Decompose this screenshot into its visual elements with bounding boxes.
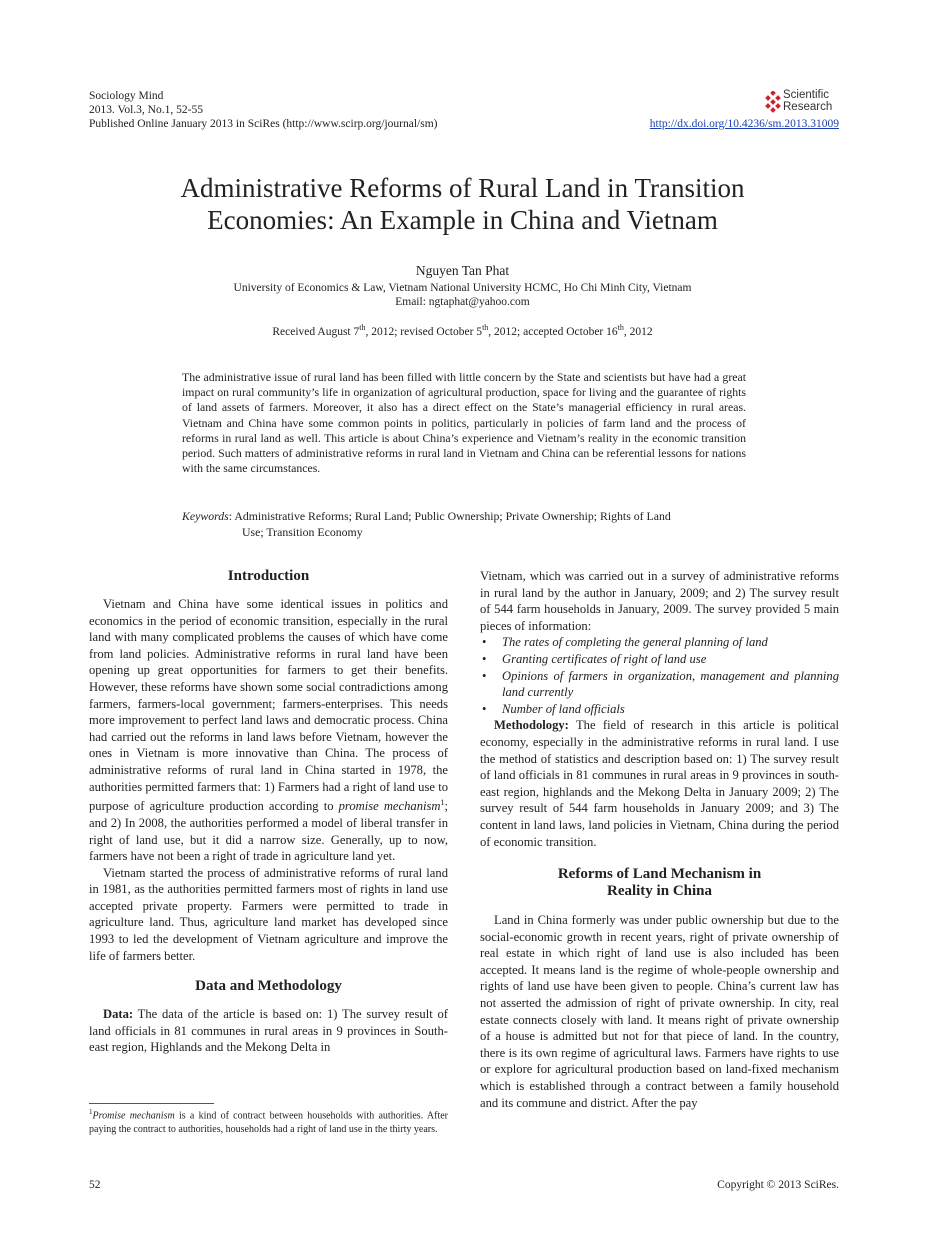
data-paragraph [89, 1006, 448, 1056]
received-date: Received August 7 [272, 325, 360, 338]
doi-container [650, 117, 839, 131]
title-line-2: Economies: An Example in China and Vietnam [207, 205, 718, 235]
section-heading-data-methodology: Data and Methodology [195, 978, 342, 995]
journal-name: Sociology Mind [89, 90, 164, 102]
right-column [480, 568, 839, 1111]
list-item: • Number of land officials [480, 701, 839, 718]
intro-paragraph-1 [89, 596, 448, 865]
footnote-text: is a kind of contract between households with authorities. After paying the contract to authorities, households had a right of land use in the thirty years. [89, 1110, 448, 1135]
methodology-paragraph [480, 717, 839, 850]
revised-sup: th [482, 323, 489, 332]
accepted-sup: th [617, 323, 624, 332]
received-sup: th [359, 323, 366, 332]
keywords [182, 509, 746, 540]
scientific-research-logo [764, 89, 844, 115]
dates-tail: , 2012 [623, 325, 653, 338]
left-column [89, 568, 448, 1056]
logo-text-line1: Scientific [783, 89, 830, 101]
paper-title [0, 172, 925, 236]
footnote-emphasis: Promise mechanism [92, 1110, 175, 1122]
intro-emphasis: promise mechanism [338, 799, 441, 814]
logo-text-line2: Research [783, 101, 833, 113]
keywords-line-1: : Administrative Reforms; Rural Land; Public Ownership; Private Ownership; Rights of Land [228, 509, 671, 523]
publication-info: Published Online January 2013 in SciRes (http://www.scirp.org/journal/sm) [89, 118, 438, 130]
intro-paragraph-2: Vietnam started the process of administrative reforms of rural land in 1981, as the authorities permitted farmers most of rights in land use accepted private property. Farmers were permitted to trade in agriculture land. Thus, agriculture land market has developed since 1993 to led the development of Vietnam agriculture and improve the life of farmers better. [89, 865, 448, 963]
reforms-heading-line-2: Reality in China [606, 883, 712, 900]
survey-continuation: Vietnam, which was carried out in a survey of administrative reforms in rural land by the author in January, 2009; and 2) The survey result of 544 farm households in January, 2009. The survey provided 5 main pieces of information: [480, 569, 839, 633]
abstract: The administrative issue of rural land has been filled with little concern by the State and scientists but have had a great impact on rural community’s life in organization of agricultural production, space for living and the guarantee of rights of land assets of farmers. Moreover, it also has a direct effect on the State’s managerial efficiency in rural areas. Vietnam and China have some common points in politics, particularly in policies of farm land and the process of reforms in rural land as well. This article is about China’s experience and Vietnam’s reality in the economic transition period. Such matters of administrative reforms in rural land in Vietnam and China can be referential lessons for nations with the same circumstances. [182, 370, 746, 476]
reforms-heading-line-1: Reforms of Land Mechanism in [557, 866, 762, 883]
list-item: • Granting certificates of right of land use [480, 651, 839, 668]
accepted-date: , 2012; accepted October 16 [488, 325, 618, 338]
keywords-label: Keywords [182, 509, 229, 523]
journal-header [89, 89, 437, 131]
footnote-ref[interactable]: 1 [440, 798, 445, 808]
logo-icon [764, 91, 782, 113]
revised-date: , 2012; revised October 5 [365, 325, 483, 338]
submission-dates [0, 323, 925, 338]
survey-bullet-list [480, 634, 839, 717]
intro-text-a: Vietnam and China have some identical issues in politics and economics in the period of economic transition, especially in the rural land with many complicated problems the causes of which have come from land policies. Administrative reforms in rural land have been opening up great opportunities for farmers to get their benefits. However, these reforms have shown some social contradictions among farmers, farmers-local government; farmers-enterprises. This needs more improvement to perfect land laws and democratic process. China had carried out the reforms in land laws before Vietnam, however the ones in Vietnam is more innovative than China. The process of administrative reforms of rural land in China started in 1978, the authorities permitted farmers that: 1) Farmers had a right of land use to purpose of agriculture production according to [89, 597, 448, 814]
journal-volume: 2013. Vol.3, No.1, 52-55 [89, 104, 203, 116]
intro-text-b: ; and 2) In 2008, the authorities performed a model of liberal transfer in right of land use, but it did a narrow size. Generally, up to now, farmers have not been a right of trade in agriculture land yet. [89, 799, 448, 864]
title-line-1: Administrative Reforms of Rural Land in Transition [180, 173, 745, 203]
reforms-paragraph: Land in China formerly was under public ownership but due to the social-economic growth in recent years, right of private ownership of real estate in which right of land use is also included has been accepted. It means land is the regime of whole-people ownership and rights of land use have been given to people. China’s current law has not asserted the admission of right of private ownership. In city, real estate connects closely with land. It means right of private ownership of a house is admitted but not for that piece of land. In the country, there is its own regime of agricultural laws. Farmers have rights to use or explore for agricultural production based on land-fixed mechanism which is established through a contract between a family household and its commune and district. After the pay [480, 913, 839, 1110]
footnote-number: 1 [89, 1108, 93, 1116]
page-number: 52 [89, 1179, 101, 1191]
author-affiliation: University of Economics & Law, Vietnam National University HCMC, Ho Chi Minh City, Vietnam [233, 282, 692, 294]
footnote-divider [89, 1103, 214, 1104]
section-heading-introduction: Introduction [227, 568, 310, 584]
methodology-label: Methodology: [494, 718, 569, 733]
keywords-line-2: Use; Transition Economy [242, 524, 363, 539]
methodology-text: The field of research in this article is political economy, especially in the administrative reforms in rural land. I use the method of statistics and description based on: 1) The survey result of land officials in 81 communes in rural areas in 9 provinces in south-east region, highlands and the Mekong Delta in January 2009; 2) The survey result of 544 farm households in January 2009; and 3) The content in land laws, land policies in Vietnam, China during the period of economic transition. [480, 718, 839, 849]
copyright: Copyright © 2013 SciRes. [717, 1179, 839, 1191]
author-name: Nguyen Tan Phat [415, 263, 510, 278]
list-item: • Opinions of farmers in organization, management and planning land currently [480, 668, 839, 701]
list-item: • The rates of completing the general planning of land [480, 634, 839, 651]
author-email: Email: ngtaphat@yahoo.com [395, 296, 530, 308]
data-text: The data of the article is based on: 1) The survey result of land officials in 81 communes in rural areas in 9 provinces in South-east region, Highlands and the Mekong Delta in [89, 1007, 448, 1055]
data-label: Data: [103, 1007, 134, 1022]
doi-link[interactable]: http://dx.doi.org/10.4236/sm.2013.31009 [649, 118, 839, 130]
footnote [89, 1106, 448, 1136]
section-heading-reforms-china [480, 866, 839, 900]
